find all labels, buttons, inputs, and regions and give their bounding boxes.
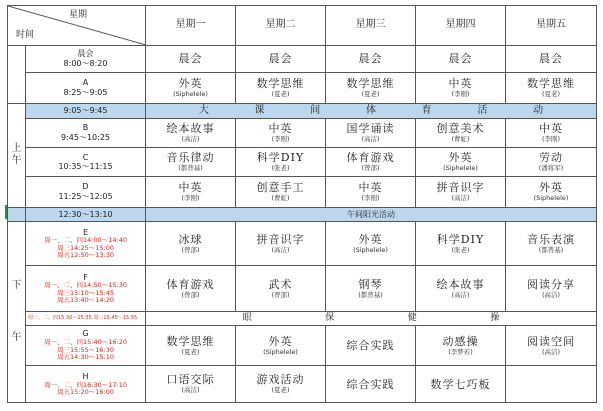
cell-a-wed [326,72,416,103]
cell-meeting-fri [506,45,597,72]
subject: 音乐表演 [527,232,575,246]
slot-time-line: 周三14:25～15:00 [57,243,114,252]
teacher: (李刚) [541,135,561,144]
subject: 外英 [539,180,563,194]
slot-code: A [82,78,89,88]
row-eye-exercise [8,312,597,326]
big-break-label [146,104,597,119]
subject: 晨会 [539,52,563,66]
side-morning-1: 上 [11,143,22,155]
day-header-mon: 星期一 [146,6,236,46]
teacher: (高洁) [451,290,470,299]
cell-f-thu [416,266,506,312]
subject: 口语交际 [166,373,215,387]
teacher: (Siphelele) [533,194,569,203]
teacher: (曹虹) [451,135,470,144]
cell-g-tue [236,325,326,366]
teacher: (夏老) [541,90,561,99]
cell-d-tue [236,177,326,207]
teacher: (Siphelele) [443,164,478,173]
break-char: 活 [477,104,488,116]
subject: 绘本故事 [166,121,215,135]
slot-time: 11:25～12:05 [58,191,113,201]
cell-g-fri [506,325,597,366]
subject: 数学思维 [527,77,575,91]
cell-d-mon [146,177,236,207]
cell-e-fri [506,222,597,266]
slot-a [26,72,146,103]
subject: 劳动 [539,151,563,165]
cell-b-wed [326,118,416,147]
break-char: 体 [365,104,376,116]
subject: 科学DIY [436,232,485,246]
teacher: (都普基) [358,290,383,299]
corner-time-label: 时间 [16,29,35,40]
cell-a-mon [146,72,236,103]
row-period-c [8,148,597,177]
cell-e-wed [326,222,416,266]
subject: 绘本故事 [436,277,485,291]
teacher: (夏老) [271,386,290,395]
slot-time-line: 周一、二、四16:30～17:10 [44,380,127,389]
subject: 数学思维 [256,77,305,91]
side-afternoon [8,222,26,403]
teacher: (高洁) [541,347,561,356]
slot-code: B [82,123,89,133]
noon-label: 午间阳光活动 [146,207,597,222]
teacher: (夏老) [361,90,380,99]
teacher: (潘将军) [538,164,564,173]
slot-d [26,177,146,207]
teacher: (Siphelele) [353,245,388,254]
subject: 冰球 [178,232,203,246]
subject: 拼音识字 [436,180,485,194]
teacher: (Siphelele) [173,90,208,99]
subject: 中英 [539,121,563,135]
subject: 创意美术 [436,121,485,135]
cell-g-thu [416,325,506,366]
subject: 数学思维 [346,77,395,91]
cell-h-mon [146,366,236,403]
row-period-d [8,177,597,207]
teacher: (Siphelele) [263,347,298,356]
cell-meeting-tue [236,45,326,72]
subject: 外英 [268,334,293,348]
subject: 中英 [448,77,473,91]
cell-a-fri [506,72,597,103]
slot-time: 9:45～10:25 [60,132,111,142]
teacher: (高洁) [361,135,380,144]
cell-c-tue [236,148,326,177]
cell-e-tue [236,222,326,266]
subject: 外英 [358,232,383,246]
slot-f [26,266,146,312]
break-char: 动 [533,104,544,116]
subject: 晨会 [268,52,293,66]
break-char: 育 [421,104,432,116]
row-period-f [8,266,597,312]
teacher: (张老) [451,245,470,254]
side-afternoon-1: 下 [11,280,22,292]
eye-char: 保 [325,312,335,323]
cell-d-wed [326,177,416,207]
teacher: (李梦若) [448,347,473,356]
cell-h-tue [236,366,326,403]
teacher: (曾部) [181,290,200,299]
cell-h-fri-empty [506,366,597,403]
subject: 外英 [448,151,473,165]
subject: 钢琴 [358,277,383,291]
subject: 武术 [268,277,293,291]
slot-b [26,118,146,147]
slot-time-line: 周三15:55～16:30 [57,345,114,354]
big-break-time: 9:05～9:45 [26,104,146,119]
teacher: (曾部) [361,164,380,173]
cell-b-tue [236,118,326,147]
cell-e-thu [416,222,506,266]
slot-time: 8:00～8:20 [63,58,108,68]
cell-e-mon [146,222,236,266]
slot-code: F [83,272,88,282]
slot-code: H [82,371,89,381]
subject: 阅读空间 [527,334,575,348]
side-morning [8,104,26,207]
subject: 游戏活动 [256,373,305,387]
header-row [8,6,597,46]
teacher: (张老) [271,164,290,173]
cell-h-wed [326,366,416,403]
subject: 外英 [178,77,203,91]
subject: 数学七巧板 [430,377,491,391]
slot-c [26,148,146,177]
break-char: 大 [198,104,209,116]
break-char: 间 [310,104,321,116]
subject: 数学思维 [166,334,215,348]
row-morning-meeting [8,45,597,72]
slot-time-line: 周五15:20～16:00 [57,387,114,396]
day-header-thu: 星期四 [416,6,506,46]
slot-time-line: 周一、二、四14:00～14:40 [44,236,127,245]
subject: 体育游戏 [346,151,395,165]
row-noon-activity [8,207,597,222]
slot-time-line: 周三15:10～15:45 [57,288,114,297]
slot-time: 8:25～9:05 [63,88,108,97]
slot-code: G [82,329,89,339]
slot-time: 10:35～11:15 [58,162,113,172]
side-morning-2: 午 [11,155,22,167]
cell-a-thu [416,72,506,103]
cell-meeting-thu [416,45,506,72]
teacher: (都普基) [178,164,203,173]
cell-c-thu [416,148,506,177]
day-header-fri: 星期五 [506,6,597,46]
cell-d-thu [416,177,506,207]
cell-f-wed [326,266,416,312]
teacher: (高洁) [541,290,561,299]
corner-week-label: 星期 [68,10,87,20]
subject: 阅读分享 [527,277,575,291]
slot-h [26,366,146,403]
side-blank-top [8,45,26,103]
subject: 动感操 [442,334,479,348]
eye-char: 操 [490,312,500,323]
row-period-b [8,118,597,147]
slot-time-line: 周五14:30～15:10 [57,353,114,362]
slot-title: 晨会 [77,49,94,59]
cell-meeting-mon [146,45,236,72]
subject: 体育游戏 [166,277,215,291]
cell-c-mon [146,148,236,177]
teacher: (高洁) [181,135,200,144]
subject: 综合实践 [346,377,395,391]
cell-f-mon [146,266,236,312]
teacher: (夏老) [271,90,290,99]
teacher: (曾部) [181,245,200,254]
slot-code: D [82,182,89,192]
eye-exercise-time: 周一、二、四15:30～15:35 周三15:45～15:55 [26,312,146,326]
teacher: (曾部) [271,290,290,299]
slot-time-line: 周五13:40～14:20 [57,296,114,305]
cell-f-tue [236,266,326,312]
cell-g-wed [326,325,416,366]
slot-code: E [82,227,89,237]
break-char: 课 [254,104,265,116]
teacher: (李刚) [451,90,470,99]
cell-b-mon [146,118,236,147]
teacher: (李刚) [271,135,290,144]
subject: 中英 [178,180,203,194]
teacher: (李刚) [181,194,200,203]
slot-time-line: 周一、二、四14:50～15:30 [44,281,127,290]
subject: 国学诵读 [346,121,395,135]
slot-code: C [82,152,89,162]
cell-b-fri [506,118,597,147]
subject: 晨会 [448,52,473,66]
row-big-break [8,104,597,119]
cell-c-fri [506,148,597,177]
slot-time-line: 周五12:50～13:30 [57,251,114,260]
subject: 晨会 [358,52,383,66]
teacher: (李刚) [361,194,380,203]
slot-time-line: 周一、二、四15:40～16:20 [44,338,127,347]
slot-morning-meeting [26,45,146,72]
header-corner [8,6,146,46]
teacher: (夏老) [181,347,200,356]
row-period-e [8,222,597,266]
eye-char: 健 [407,312,417,323]
slot-e [26,222,146,266]
day-header-tue: 星期二 [236,6,326,46]
row-period-h [8,366,597,403]
class-schedule-table [7,5,597,403]
eye-char: 眼 [242,312,252,323]
cell-f-fri [506,266,597,312]
subject: 综合实践 [346,338,395,352]
side-blank-noon [8,207,26,222]
eye-exercise-label [146,312,597,326]
subject: 中英 [358,180,383,194]
row-period-a [8,72,597,103]
subject: 创意手工 [256,180,305,194]
day-header-wed: 星期三 [326,6,416,46]
teacher: (高洁) [451,194,470,203]
subject: 中英 [268,121,293,135]
teacher: (高洁) [271,245,290,254]
noon-time: 12:30～13:10 [26,207,146,222]
slot-g [26,325,146,366]
teacher: (高洁) [181,386,200,395]
subject: 晨会 [178,52,203,66]
cell-d-fri [506,177,597,207]
cell-c-wed [326,148,416,177]
subject: 科学DIY [256,151,305,165]
cell-h-thu [416,366,506,403]
subject: 拼音识字 [256,232,305,246]
cell-b-thu [416,118,506,147]
teacher: (曹虹) [271,194,290,203]
subject: 音乐律动 [166,151,215,165]
row-period-g [8,325,597,366]
side-afternoon-2: 午 [11,332,22,344]
teacher: (都普基) [538,245,564,254]
cell-meeting-wed [326,45,416,72]
cell-a-tue [236,72,326,103]
cell-g-mon [146,325,236,366]
